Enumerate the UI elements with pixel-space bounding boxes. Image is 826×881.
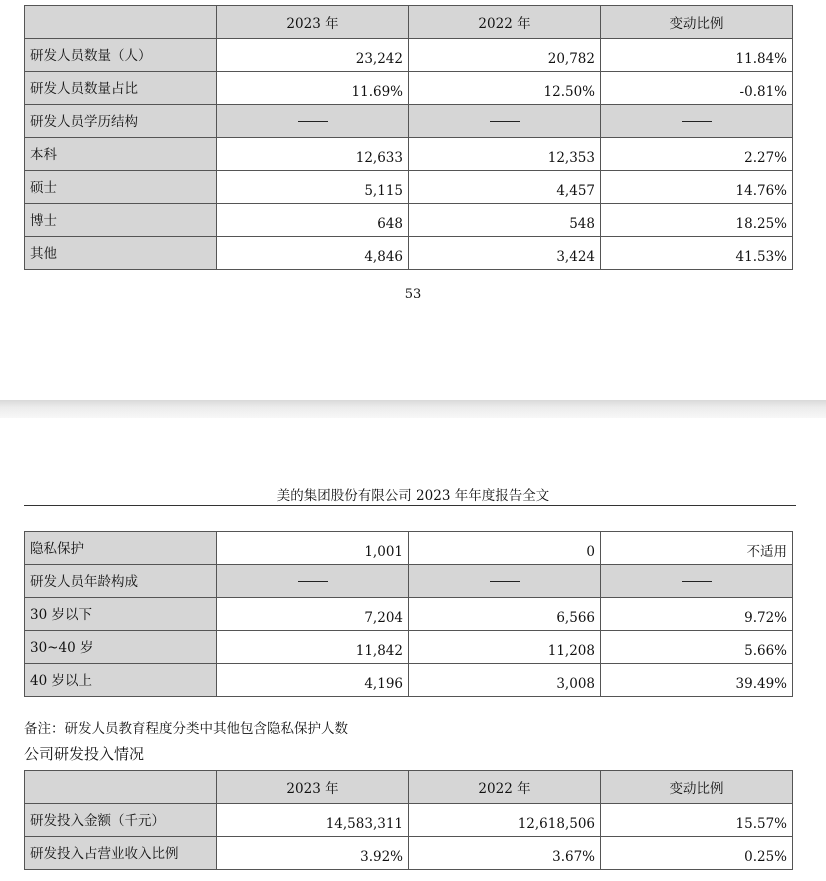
table-header-row <box>25 771 793 804</box>
header-cell-2022: 2022 年 <box>409 771 601 804</box>
table-row <box>25 532 793 565</box>
header-cell-2022: 2022 年 <box>409 6 601 39</box>
row-label: 其他 <box>25 237 217 270</box>
value-2023: 23,242 <box>217 39 409 72</box>
row-label: 研发投入金额（千元） <box>25 804 217 837</box>
row-label: 30~40 岁 <box>25 631 217 664</box>
table-row <box>25 105 793 138</box>
value-change: 11.84% <box>601 39 793 72</box>
value-2023: 4,196 <box>217 664 409 697</box>
table-row <box>25 804 793 837</box>
value-2023: 12,633 <box>217 138 409 171</box>
table-row <box>25 237 793 270</box>
row-label: 隐私保护 <box>25 532 217 565</box>
value-2023 <box>217 105 409 138</box>
value-change: 9.72% <box>601 598 793 631</box>
row-label: 研发投入占营业收入比例 <box>25 837 217 870</box>
dash-mark <box>682 121 712 122</box>
value-2023: 5,115 <box>217 171 409 204</box>
table-row <box>25 204 793 237</box>
row-label: 30 岁以下 <box>25 598 217 631</box>
value-2022: 4,457 <box>409 171 601 204</box>
value-2022: 11,208 <box>409 631 601 664</box>
value-2023 <box>217 565 409 598</box>
header-cell <box>25 771 217 804</box>
row-label: 硕士 <box>25 171 217 204</box>
value-change: 0.25% <box>601 837 793 870</box>
page-number: 53 <box>404 287 422 302</box>
header-cell-change: 变动比例 <box>601 6 793 39</box>
value-change <box>601 565 793 598</box>
table-row <box>25 39 793 72</box>
dash-mark <box>490 581 520 582</box>
value-2023: 11.69% <box>217 72 409 105</box>
header-cell-change: 变动比例 <box>601 771 793 804</box>
row-label: 研发人员数量占比 <box>25 72 217 105</box>
row-label: 研发人员学历结构 <box>25 105 217 138</box>
row-label: 40 岁以上 <box>25 664 217 697</box>
row-label: 研发人员年龄构成 <box>25 565 217 598</box>
table-row <box>25 565 793 598</box>
value-change: 2.27% <box>601 138 793 171</box>
dash-mark <box>298 581 328 582</box>
page-separator <box>0 400 826 418</box>
value-change: 14.76% <box>601 171 793 204</box>
row-label: 博士 <box>25 204 217 237</box>
table-row <box>25 664 793 697</box>
dash-mark <box>490 121 520 122</box>
value-2023: 7,204 <box>217 598 409 631</box>
report-page-top <box>0 0 826 400</box>
value-2022: 548 <box>409 204 601 237</box>
rd-staff-table <box>24 5 793 270</box>
rd-investment-table <box>24 770 793 870</box>
table-row <box>25 138 793 171</box>
table-row <box>25 72 793 105</box>
table-row <box>25 598 793 631</box>
value-2022: 6,566 <box>409 598 601 631</box>
value-2023: 648 <box>217 204 409 237</box>
header-rule <box>24 505 796 506</box>
value-change: 不适用 <box>601 532 793 565</box>
value-2023: 11,842 <box>217 631 409 664</box>
value-2022: 3.67% <box>409 837 601 870</box>
dash-mark <box>298 121 328 122</box>
section-title: 公司研发投入情况 <box>24 745 145 763</box>
dash-mark <box>682 581 712 582</box>
value-change: 39.49% <box>601 664 793 697</box>
row-label: 本科 <box>25 138 217 171</box>
value-2022: 12,353 <box>409 138 601 171</box>
table-row <box>25 171 793 204</box>
value-2022: 20,782 <box>409 39 601 72</box>
value-2022 <box>409 105 601 138</box>
header-cell <box>25 6 217 39</box>
value-change <box>601 105 793 138</box>
table-row <box>25 837 793 870</box>
rd-staff-age-table <box>24 531 793 697</box>
value-change: 41.53% <box>601 237 793 270</box>
value-change: 5.66% <box>601 631 793 664</box>
table-footnote: 备注：研发人员教育程度分类中其他包含隐私保护人数 <box>24 721 348 737</box>
document-header-title: 美的集团股份有限公司 2023 年年度报告全文 <box>276 488 550 504</box>
value-2022: 12,618,506 <box>409 804 601 837</box>
value-2022: 0 <box>409 532 601 565</box>
value-change: 18.25% <box>601 204 793 237</box>
value-2022: 3,008 <box>409 664 601 697</box>
header-cell-2023: 2023 年 <box>217 6 409 39</box>
value-2023: 14,583,311 <box>217 804 409 837</box>
value-2023: 1,001 <box>217 532 409 565</box>
value-change: -0.81% <box>601 72 793 105</box>
value-2022 <box>409 565 601 598</box>
value-2023: 4,846 <box>217 237 409 270</box>
row-label: 研发人员数量（人） <box>25 39 217 72</box>
value-2023: 3.92% <box>217 837 409 870</box>
header-cell-2023: 2023 年 <box>217 771 409 804</box>
value-2022: 3,424 <box>409 237 601 270</box>
value-change: 15.57% <box>601 804 793 837</box>
value-2022: 12.50% <box>409 72 601 105</box>
table-row <box>25 631 793 664</box>
table-header-row <box>25 6 793 39</box>
